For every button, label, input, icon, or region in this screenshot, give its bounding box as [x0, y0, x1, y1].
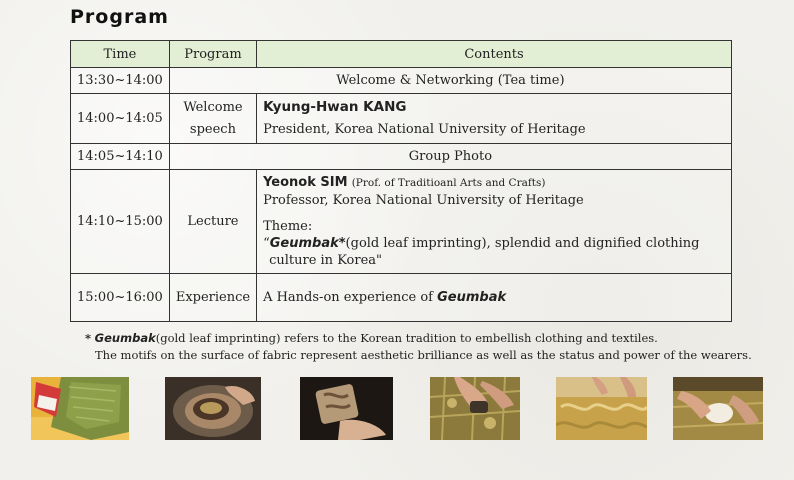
header-program: Program: [169, 41, 256, 68]
table-header-row: [71, 41, 732, 68]
program-label: Welcome: [183, 100, 243, 115]
program-table: [70, 40, 732, 322]
content-cell: [257, 274, 732, 322]
theme-quote: “: [263, 236, 270, 251]
footnote-text: (gold leaf imprinting) refers to the Korean tradition to embellish clothing and textiles.: [155, 331, 658, 345]
page-title: Program: [70, 6, 169, 28]
time-cell: 14:05~14:10: [71, 144, 170, 170]
time-cell: 13:30~14:00: [71, 68, 170, 94]
speaker-note: (Prof. of Traditioanl Arts and Crafts): [351, 177, 546, 189]
footnote-text-line2: The motifs on the surface of fabric represent aesthetic brilliance as well as the status and power of the wearers.: [95, 348, 752, 362]
photo-gold-leaf-fabric: [556, 377, 647, 440]
program-cell: Lecture: [169, 170, 256, 274]
theme-label: Theme:: [263, 219, 313, 234]
photo-fabric-folds: [31, 377, 129, 440]
photo-wooden-stamp: [300, 377, 393, 440]
photo-stamping-hands: [430, 377, 520, 440]
table-row: [71, 68, 732, 94]
content-cell: [257, 170, 732, 274]
speaker-role: Professor, Korea National University of Heritage: [263, 193, 584, 208]
experience-term: Geumbak: [437, 290, 507, 305]
content-cell: [257, 94, 732, 144]
content-cell: Welcome & Networking (Tea time): [169, 68, 731, 94]
experience-text: A Hands-on experience of: [263, 290, 433, 305]
header-contents: Contents: [257, 41, 732, 68]
speaker-role: President, Korea National University of Heritage: [263, 122, 586, 137]
speaker-name: Yeonok SIM: [263, 175, 348, 190]
photo-polishing-hands: [673, 377, 763, 440]
time-cell: 14:10~15:00: [71, 170, 170, 274]
photo-strip: [0, 377, 794, 441]
content-cell: Group Photo: [169, 144, 731, 170]
theme-term: Geumbak*: [269, 236, 346, 251]
time-cell: 15:00~16:00: [71, 274, 170, 322]
program-label: speech: [189, 122, 236, 137]
theme-text: (gold leaf imprinting), splendid and dignified clothing: [345, 236, 700, 251]
table-row: [71, 170, 732, 274]
footnote-star: *: [85, 331, 92, 345]
program-cell: [169, 94, 256, 144]
program-cell: Experience: [169, 274, 256, 322]
speaker-name: Kyung-Hwan KANG: [263, 99, 407, 115]
table-row: [71, 274, 732, 322]
footnote: [85, 330, 752, 364]
time-cell: 14:00~14:05: [71, 94, 170, 144]
theme-text-line2: culture in Korea": [269, 253, 383, 268]
footnote-term: Geumbak: [94, 331, 156, 345]
header-time: Time: [71, 41, 170, 68]
photo-gold-bowl: [165, 377, 261, 440]
table-row: [71, 94, 732, 144]
table-row: [71, 144, 732, 170]
